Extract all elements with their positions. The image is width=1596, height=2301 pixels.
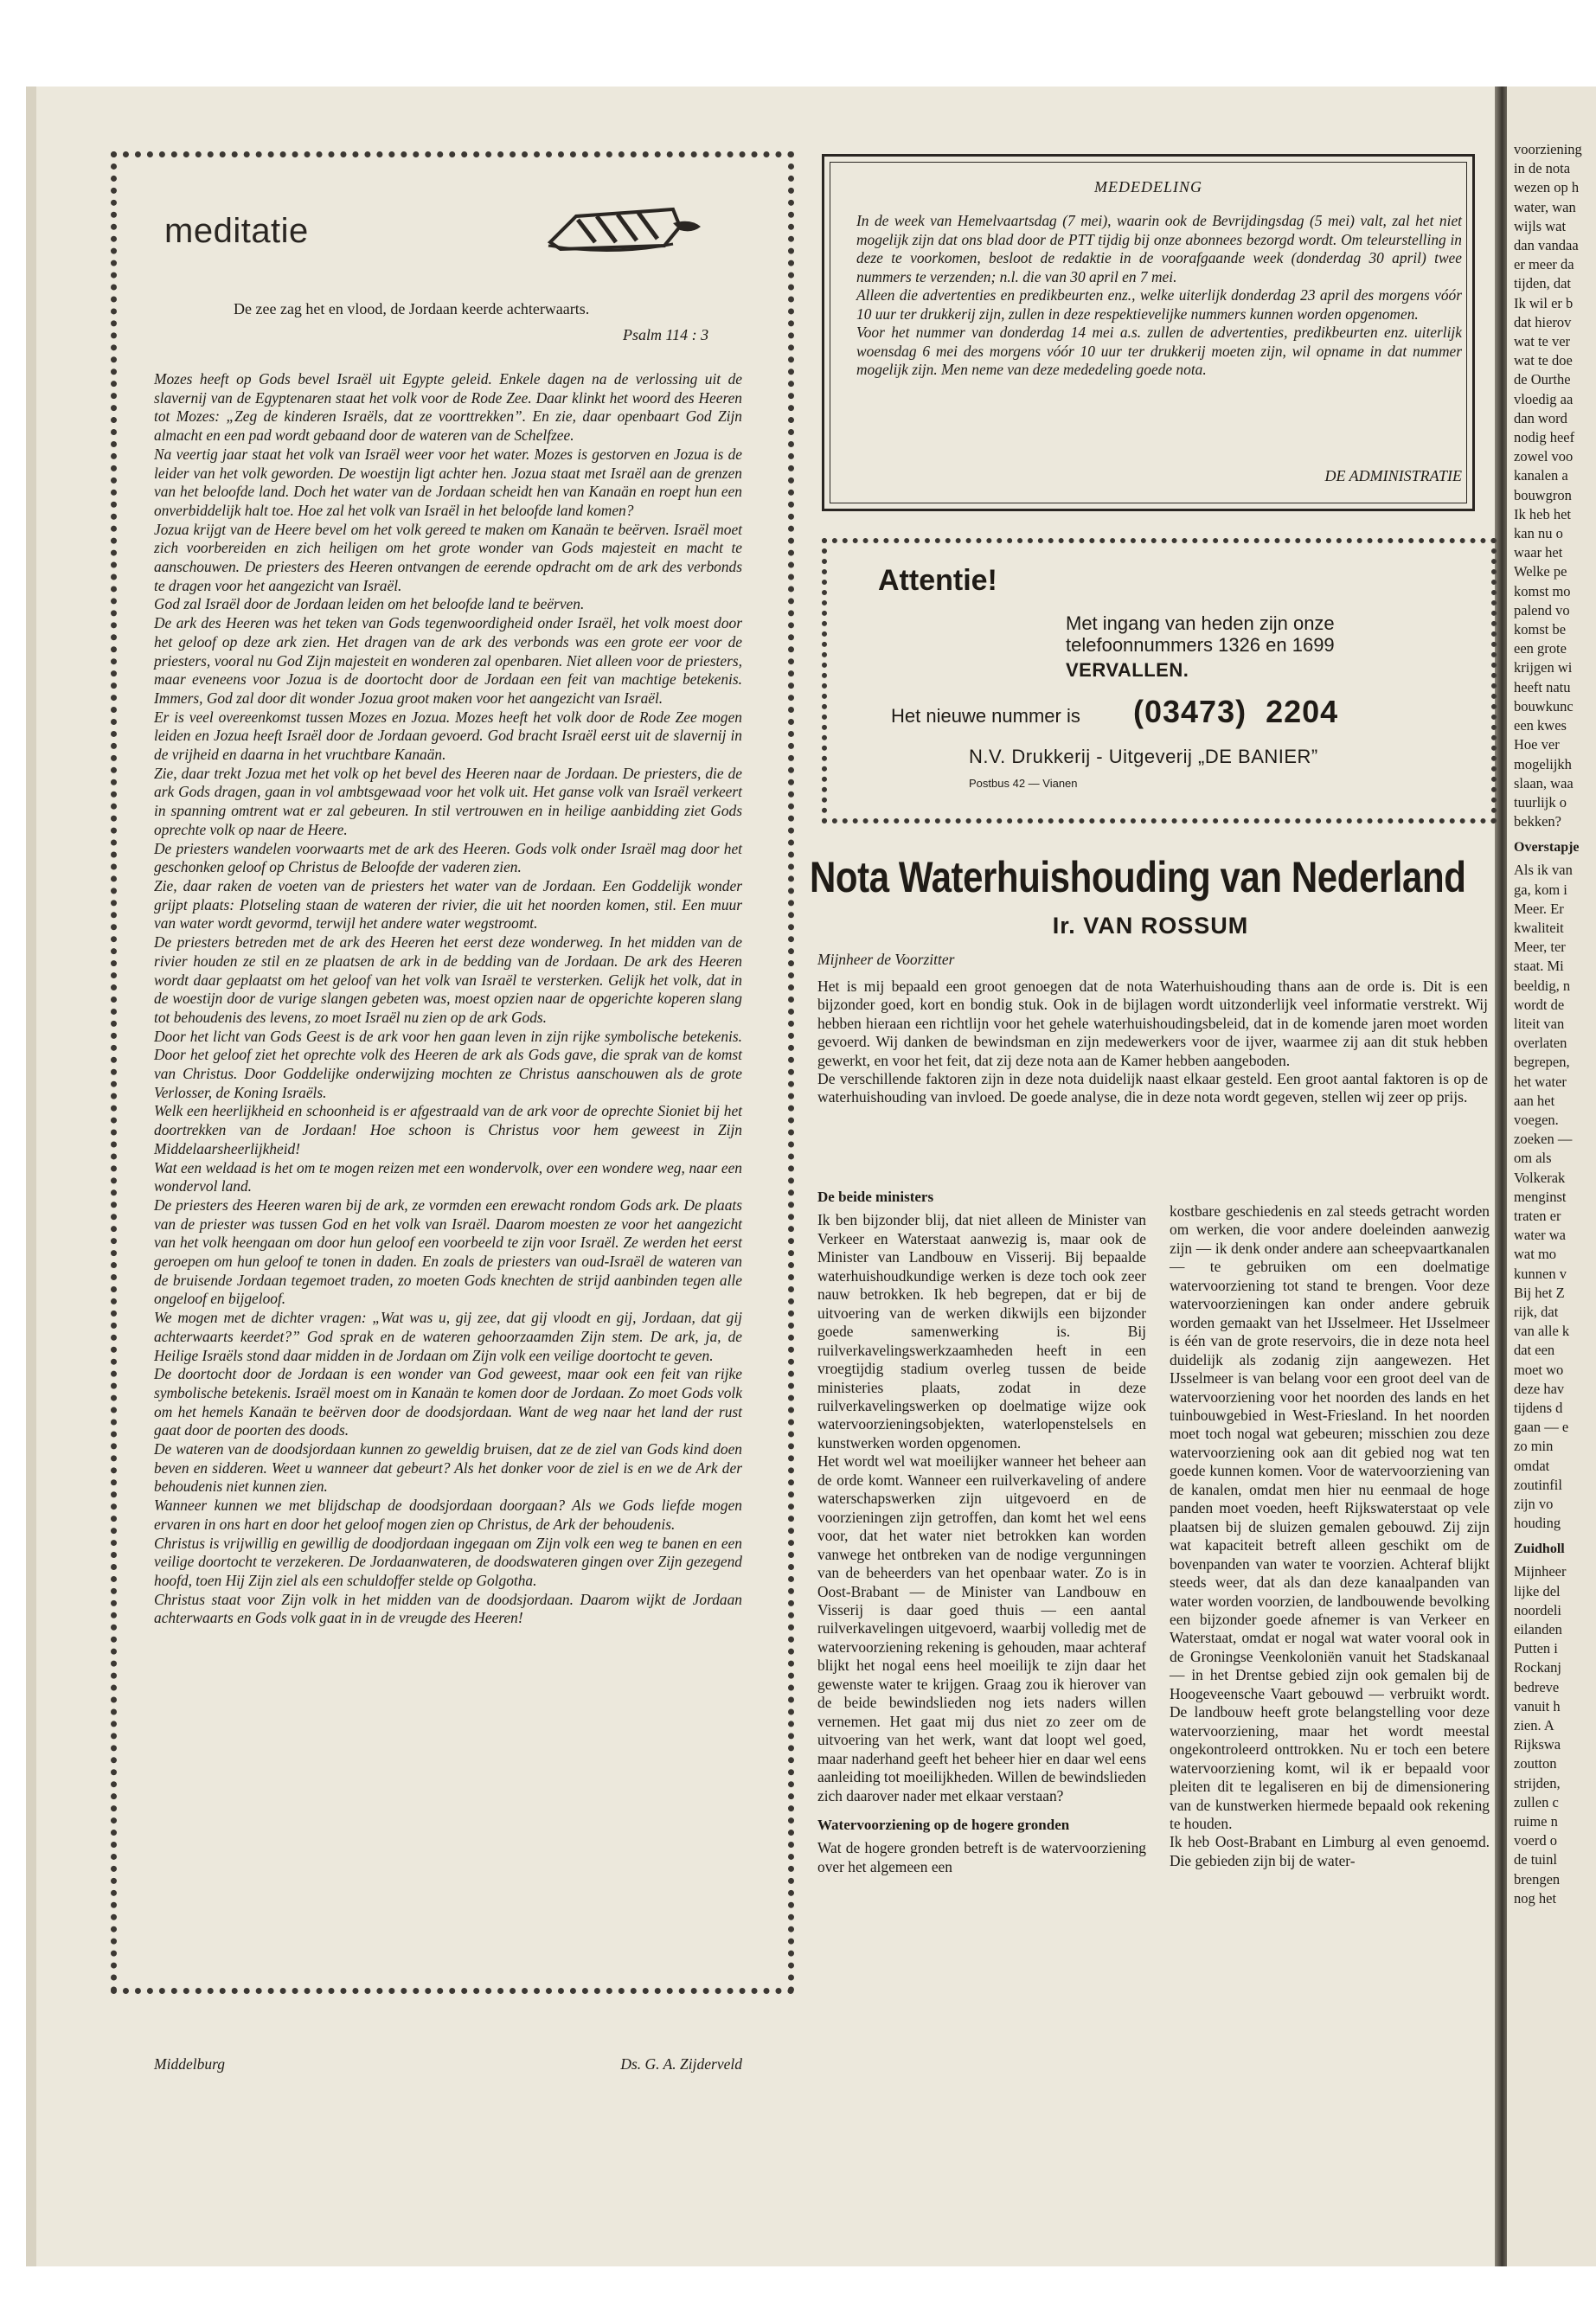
next-page-line: wezen op h (1514, 179, 1580, 196)
meditatie-paragraph: De priesters des Heeren waren bij de ark, ze vormden een erewacht rondom Gods ark. De plaats van de priester was tussen God en het volk van Israël. Daarom moesten ze voor het aangezicht van het volk heengaan om door hun geloof een voorbeeld te zijn voor Israël. Ze werden het eerst geroepen om hun geloof te tonen in daden. En zoals de priesters van oud-Israël de wateren van de bruisende Jordaan tegemoet traden, zo moeten Gods knechten de strijd aanbinden tegen alle ongeloof en bijgeloof. (154, 1195, 742, 1308)
next-page-line: bedreve (1514, 1678, 1560, 1695)
next-page-line: wat mo (1514, 1246, 1557, 1263)
next-page-line: zo min (1514, 1438, 1554, 1455)
next-page-line: kwaliteit (1514, 919, 1564, 936)
next-page-line: Welke pe (1514, 563, 1567, 580)
next-page-line: water wa (1514, 1227, 1567, 1244)
attentie-new-phone-number: (03473) 2204 (1133, 694, 1339, 729)
attentie-line-1: Met ingang van heden zijn onze (1066, 612, 1335, 634)
next-page-line: noordeli (1514, 1601, 1561, 1618)
next-page-line: eilanden (1514, 1621, 1562, 1638)
meditatie-paragraph: Jozua krijgt van de Heere bevel om het volk gereed te maken om Kanaän te beërven. Israël moet zich voorbereiden en zich heiligen om het grote wonder van Gods majesteit en macht te aanschouwen. De priesters des Heeren ontvangen de eerende opdracht om de ark des verbonds te dragen voor het aangezicht van Israël. (154, 520, 742, 594)
attentie-postbus: Postbus 42 — Vianen (969, 777, 1078, 790)
next-page-line: zijn vo (1514, 1496, 1554, 1513)
meditatie-paragraph: Zie, daar trekt Jozua met het volk op het bevel des Heeren naar de Jordaan. De priesters, die de ark Gods dragen, gaan in vol ambtsgewaad voor het volk uit. Het ganse volk van Israël verkeert in spanning omtrent wat er zal gebeuren. In stil vertrouwen en in heilige aanbidding ziet Gods oprechte volk op naar de Heere. (154, 764, 742, 838)
next-page-line: Hoe ver (1514, 736, 1560, 753)
attentie-firm-name: N.V. Drukkerij - Uitgeverij „DE BANIER” (969, 746, 1318, 767)
mededeling-signature: DE ADMINISTRATIE (1324, 467, 1462, 484)
next-page-line: komst mo (1514, 582, 1571, 599)
page-gutter (1495, 87, 1507, 2266)
next-page-line: menginst (1514, 1188, 1567, 1205)
next-page-line: liteit van (1514, 1015, 1565, 1032)
next-page-line: zien. A (1514, 1717, 1554, 1734)
meditatie-scripture-reference: Psalm 114 : 3 (623, 326, 709, 343)
next-page-line: mogelijkh (1514, 755, 1572, 772)
ark-logo-icon (543, 201, 708, 256)
next-page-line: strijden, (1514, 1774, 1561, 1791)
next-page-line: nog het (1514, 1889, 1557, 1907)
page-edge (26, 87, 36, 2266)
meditatie-paragraph: God zal Israël door de Jordaan leiden om het beloofde land te beërven. (154, 595, 585, 613)
next-page-line: Putten i (1514, 1640, 1558, 1657)
next-page-line: vanuit h (1514, 1697, 1561, 1715)
meditatie-place: Middelburg (154, 2055, 225, 2073)
mededeling-paragraph: In de week van Hemelvaartsdag (7 mei), waarin ook de Bevrijdingsdag (5 mei) valt, zal het niet mogelijk zijn dat ons blad door de PTT tijdig bij onze abonnees bezorgd wordt. Om teleurstelling in deze te voorkomen, besloot de redaktie in de voorafgaande week (donderdag 30 april) twee nummers te verzenden; n.l. die van 30 april en 7 mei. (856, 212, 1462, 285)
next-page-line: zowel voo (1514, 448, 1574, 465)
next-page-line: Volkerak (1514, 1169, 1566, 1186)
next-page-line: deze hav (1514, 1380, 1565, 1397)
next-page-line: zoutinfil (1514, 1476, 1562, 1493)
next-page-line: wordt de (1514, 996, 1565, 1013)
mededeling-title: MEDEDELING (1094, 178, 1202, 195)
next-page-line: bouwkunc (1514, 697, 1574, 715)
next-page-line: tuurlijk o (1514, 793, 1567, 811)
next-page-line: moet wo (1514, 1361, 1564, 1378)
next-page-line: omdat (1514, 1457, 1550, 1474)
next-page-line: het water (1514, 1073, 1567, 1090)
next-page-column (1507, 87, 1596, 2266)
next-page-line: Ik wil er b (1514, 294, 1574, 311)
next-page-text-middle (1507, 861, 1596, 1533)
next-page-line: tijdens d (1514, 1400, 1563, 1416)
next-page-line: kanalen a (1514, 467, 1568, 484)
next-page-line: Bij het Z (1514, 1284, 1565, 1301)
next-page-line: de tuinl (1514, 1851, 1557, 1868)
attentie-line-2: telefoonnummers 1326 en 1699 (1066, 634, 1335, 656)
article-salutation: Mijnheer de Voorzitter (817, 951, 955, 968)
article-column-1-text (817, 1211, 1146, 1805)
article-intro-paragraph: De verschillende faktoren zijn in deze nota duidelijk naast elkaar gesteld. Een groot aantal faktoren is op de waterhuishouding van invloed. De goede analyse, die in deze nota wordt gegeven, stellen wij zeer op prijs. (817, 1070, 1488, 1106)
meditatie-paragraph: De wateren van de doodsjordaan kunnen zo geweldig bruisen, dat ze de ziel van Gods kind doen beven en sidderen. Weet u wanneer dat gebeurt? Als het donker voor de ziel is en we de Ark der behoudenis niet kunnen zien. (154, 1440, 742, 1496)
article-subheading-watervoorziening: Watervoorziening op de hogere gronden (817, 1816, 1070, 1833)
next-page-line: dat een (1514, 1342, 1555, 1359)
next-page-line: dan word (1514, 409, 1567, 426)
next-page-line: kan nu o (1514, 525, 1563, 542)
next-page-line: wijls wat (1514, 217, 1567, 234)
article-paragraph: kostbare geschiedenis en zal steeds getracht worden om werken, die voor andere doeleinden aanwezig zijn — ik denk onder andere aan scheepvaartkanalen — te gebruiken om een doelmatige watervoorziening tot stand te brengen. Voor deze watervoorzieningen kan onder andere gebruik worden gemaakt van het IJsselmeer. Het IJsselmeer is één van de grote reservoirs, die in deze nota heel duidelijk als zodanig zijn aangewezen. Het IJsselmeer is van belang voor een groot deel van de watervoorziening voor het noorden des lands en het tuinbouwgebied in West-Friesland. In het noorden moet toch nogal wat gebeuren; misschien zou deze watervoorziening ook aan dit gebied nog wat ten goede kunnen komen. Voor de watervoorziening van de kanalen, omdat men hier nu eenmaal de hoge panden moet voeden, heeft Rijkswaterstaat op vele plaatsen bij de sluizen gemalen gebouwd. Zij zijn wat kapaciteit betreft alleen geschikt om de bovenpanden van water te voorzien. Achteraf blijkt steeds weer, dat als dan deze kanaalpanden van water worden voorzien, de landbouwende bevolking een bijzonder goede afnemer is van Verkeer en Waterstaat, omdat er nogal wat water vooral ook in de Groningse Veenkoloniën vanuit het Stadskanaal — in het Drentse gebied zijn ook gemalen bij de Hoogeveensche Vaart gebouwd — verbruikt wordt. De landbouw heeft grote belangstelling voor deze watervoorziening, maar het wordt meestal ongekontroleerd onttrokken. Nu er toch een betere watervoorziening komt, wil ik er bepaald voor pleiten dit te legaliseren en bij de dimensionering van de kunstwerken hiermede bepaald ook rekening te houden. (1170, 1202, 1490, 1832)
next-page-line: Ik heb het (1514, 505, 1571, 522)
next-page-line: vloedig aa (1514, 390, 1574, 407)
next-page-line: ruime n (1514, 1813, 1558, 1830)
next-page-line: aan het (1514, 1092, 1555, 1109)
mededeling-body (856, 212, 1462, 380)
attentie-new-number-label: Het nieuwe nummer is (891, 705, 1080, 727)
next-page-line: brengen (1514, 1870, 1561, 1888)
meditatie-paragraph: We mogen met de dichter vragen: „Wat was u, gij zee, dat gij vloodt en gij, Jordaan, dat gij achterwaarts keerdet?” God sprak en de wateren gehoorzaamden Zijn stem. De ark, ja, de Heilige Israëls stond daar midden in de Jordaan om Zijn volk een veilige doortocht te geven. (154, 1309, 742, 1364)
next-page-line: staat. Mi (1514, 958, 1564, 975)
article-column-1 (817, 1179, 1146, 1876)
article-paragraph: Ik ben bijzonder blij, dat niet alleen de Minister van Verkeer en Waterstaat aanwezig is, maar ook de Minister van Landbouw en Visserij. Bij bepaalde waterhuishoudkundige werken is deze toch ook zeer nauw betrokken. Ik heb begrepen, dat er bij de uitvoering van de werken dikwijls een bijzonder goede samenwerking is. Bij ruilverkavelingswerkzaamheden heeft in een vroegtijdig stadium overleg tussen de beide ministeries plaats, zodat in deze ruilverkavelingswerken op doelmatige wijze ook watervoorzieningsobjekten, waterlopenstelsels en kunstwerken worden opgenomen. (817, 1211, 1146, 1452)
meditatie-paragraph: Zie, daar raken de voeten van de priesters het water van de Jordaan. Een Goddelijk wonder grijpt plaats: Plotseling staan de wateren der rivier, die uit het noorden komen, stil. Een muur van water wordt gevormd, terwijl het andere water wegstroomt. (154, 876, 742, 933)
next-page-line: beeldig, n (1514, 977, 1571, 994)
next-page-text-top (1507, 140, 1596, 831)
next-page-line: krijgen wi (1514, 659, 1573, 676)
next-page-line: in de nota (1514, 160, 1571, 177)
next-page-line: er meer da (1514, 256, 1574, 273)
next-page-heading-zuidholland: Zuidholl (1514, 1541, 1565, 1557)
next-page-text-bottom (1507, 1562, 1596, 1908)
meditatie-signature (154, 2055, 742, 2073)
next-page-heading-overstap: Overstapje (1514, 840, 1580, 856)
next-page-line: bouwgron (1514, 486, 1572, 503)
next-page-line: Mijnheer (1514, 1563, 1567, 1580)
article-paragraph: Ik heb Oost-Brabant en Limburg al even genoemd. Die gebieden zijn bij de water- (1170, 1833, 1490, 1869)
meditatie-paragraph: Mozes heeft op Gods bevel Israël uit Egypte geleid. Enkele dagen na de verlossing uit de slavernij van de Egyptenaren staat het volk voor de Rode Zee. Daar klinkt het woord des Heeren tot Mozes: „Zeg de kinderen Israëls, dat ze voorttrekken”. En zie, daar openbaart God Zijn almacht en een pad wordt gebaand door de wateren van de Schelfzee. (154, 370, 742, 445)
meditatie-paragraph: Wat een weldaad is het om te mogen reizen met een wondervolk, over een wondere weg, naar een wondervol land. (154, 1158, 742, 1195)
article-subheading-ministers: De beide ministers (817, 1189, 934, 1205)
next-page-line: Meer. Er (1514, 900, 1564, 917)
meditatie-paragraph: Door het licht van Gods Geest is de ark voor hen gaan leven in zijn rijke symbolische betekenis. Door het geloof ziet het oprechte volk des Heeren de ark als Gods gave, die sprak van de komst van Christus. Door Goddelijke onderwijzing mochten ze Christus aanschouwen als de grote Verlosser, de Koning Israëls. (154, 1027, 742, 1101)
next-page-line: om als (1514, 1150, 1552, 1167)
next-page-line: zoutton (1514, 1755, 1557, 1772)
next-page-line: een kwes (1514, 717, 1567, 734)
next-page-line: zoeken — (1514, 1131, 1573, 1148)
next-page-line: van alle k (1514, 1323, 1570, 1340)
meditatie-paragraph: Na veertig jaar staat het volk van Israël weer voor het water. Mozes is gestorven en Jozua is de leider van het volk geworden. De woestijn ligt achter hen. Jozua staat met Israël aan de grenzen van het beloofde land. Doch het water van de Jordaan scheidt hen van Kanaän en roept hun een onverbiddelijk halt toe. Hoe zal het volk van Israël in het beloofde land komen? (154, 445, 742, 519)
next-page-line: wat te doe (1514, 352, 1573, 369)
mededeling-paragraph: Alleen die advertenties en predikbeurten enz., welke uiterlijk donderdag 23 april des morgens vóór 10 uur ter drukkerij zijn, zullen in deze respektievelijke nummers kunnen worden opgenomen. (856, 286, 1462, 323)
meditatie-paragraph: Er is veel overeenkomst tussen Mozes en Jozua. Mozes heeft het volk door de Rode Zee mogen leiden en Jozua heeft Israël door de Jordaan gevoerd. God bracht Israël eerst uit de slavernij in de vrijheid en daarna in het vruchtbare Kanaän. (154, 708, 742, 764)
meditatie-paragraph: Wanneer kunnen we met blijdschap de doodsjordaan doorgaan? Als we Gods liefde mogen ervaren in ons hart en door het geloof mogen zien op Christus, de Ark der behoudenis. (154, 1497, 742, 1533)
meditatie-paragraph: Christus staat voor Zijn volk in het midden van de doodsjordaan. Daarom wijkt de Jordaan achterwaarts en Gods volk gaat in in de vreugde des Heeren! (154, 1590, 742, 1627)
meditatie-motto: De zee zag het en vlood, de Jordaan keerde achterwaarts. (234, 300, 590, 317)
next-page-line: Als ik van (1514, 862, 1573, 879)
article-author: Ir. VAN ROSSUM (1052, 913, 1249, 939)
mededeling-paragraph: Voor het nummer van donderdag 14 mei a.s. zullen de advertenties, predikbeurten enz. uiterlijk woensdag 6 mei des morgens vóór 10 uur ter drukkerij moeten zijn, wil opname in dat nummer mogelijk zijn. Men neme van deze mededeling goede nota. (856, 324, 1462, 378)
attentie-title: Attentie! (878, 564, 997, 597)
next-page-line: heeft natu (1514, 678, 1571, 695)
attentie-line-3: VERVALLEN. (1066, 659, 1189, 681)
meditatie-author: Ds. G. A. Zijderveld (620, 2055, 742, 2073)
next-page-line: slaan, waa (1514, 774, 1574, 792)
meditatie-title: meditatie (164, 212, 309, 250)
meditatie-paragraph: De priesters wandelen voorwaarts met de ark des Heeren. Gods volk onder Israël mag door het geschonken geloof op Christus de Beloofde der vaderen zien. (154, 839, 742, 876)
next-page-line: houding (1514, 1515, 1561, 1532)
article-column-1-end: Wat de hogere gronden betreft is de watervoorziening over het algemeen een (817, 1839, 1146, 1875)
next-page-line: voegen. (1514, 1111, 1559, 1128)
meditatie-paragraph: Welk een heerlijkheid en schoonheid is er afgestraald van de ark voor de oprechte Sioniet bij het doortrekken van de Jordaan! Hoe schoon is Christus voor hem geweest in Zijn Middelaarsheerlijkheid! (154, 1102, 742, 1157)
next-page-line: gaan — e (1514, 1419, 1569, 1436)
next-page-line: dan vandaa (1514, 237, 1579, 254)
next-page-line: nodig heef (1514, 429, 1575, 446)
next-page-line: ga, kom i (1514, 881, 1567, 898)
next-page-line: water, wan (1514, 198, 1576, 215)
meditatie-paragraph: De ark des Heeren was het teken van Gods tegenwoordigheid onder Israël, het volk moest door het geloof op deze ark zien. Het dragen van de ark des verbonds was een grote eer voor de priesters, vooral nu God Zijn majesteit en wonderen zal openbaren. Niet alleen voor de priesters, maar eveneens voor Jozua is de doortocht door de Jordaan een feit van machtige betekenis. Immers, God zal door dit wonder Jozua groot maken voor het aangezicht van Israël. (154, 614, 742, 707)
next-page-line: lijke del (1514, 1582, 1561, 1599)
next-page-line: een grote (1514, 640, 1567, 657)
next-page-line: wat te ver (1514, 333, 1571, 350)
next-page-line: rijk, dat (1514, 1303, 1559, 1320)
next-page-line: tijden, dat (1514, 275, 1571, 292)
next-page-line: bekken? (1514, 813, 1561, 830)
next-page-line: de Ourthe (1514, 371, 1571, 388)
next-page-line: dat hierov (1514, 313, 1572, 330)
meditatie-paragraph: Christus is vrijwillig en gewillig de doodjordaan ingegaan om Zijn volk een weg te banen en een veilige doortocht te verzekeren. De Jordaanwateren, de doodswateren gingen over Zijn gezegend hoofd, toen Hij Zijn ziel als een schuldoffer stelde op Golgotha. (154, 1534, 742, 1589)
next-page-line: komst be (1514, 621, 1567, 638)
article-intro-paragraph: Het is mij bepaald een groot genoegen dat de nota Waterhuishouding thans aan de orde is. Dit is een bijzonder goed, kort en bondig stuk. Ook in de bijlagen wordt uitzonderlijk veel informatie verstrekt. Wij hebben hieraan een richtlijn voor het gehele waterhuishoudingsbeleid, dat in de komende jaren moet worden gevoerd. Wij danken de bewindsman en zijn medewerkers voor de ijver, waarmee zij aan dit stuk hebben gewerkt, en voor het feit, dat zij deze nota aan de Kamer hebben aangeboden. (817, 977, 1488, 1069)
next-page-line: voorziening (1514, 141, 1582, 157)
next-page-line: Rijkswa (1514, 1736, 1561, 1753)
article-intro (817, 977, 1488, 1107)
next-page-line: zullen c (1514, 1793, 1559, 1811)
meditatie-paragraph: De doortocht door de Jordaan is een wonder van God geweest, maar ook een feit van rijke symbolische betekenis. Israël moest om in Kanaän te komen door de Jordaan. Zo moet Gods volk om het hemels Kanaän te beërven door de doodsjordaan. Want de weg naar het land der rust gaat door de poorten des doods. (154, 1365, 742, 1439)
next-page-line: begrepen, (1514, 1054, 1570, 1071)
next-page-line: overlaten (1514, 1035, 1567, 1052)
meditatie-paragraph: De priesters betreden met de ark des Heeren het eerst deze wonderweg. In het midden van de rivier houden ze stil en ze plaatsen de ark in de bedding van de Jordaan. De ark des Heeren wordt daar geplaatst om het geloof van het volk van Israël te versterken. Gelijk het volk, dat in de woestijn door de vurige slangen gebeten was, moest opzien naar de opgerichte koperen slang tot behoudenis des levens, zo moet Israël nu zien op de ark Gods. (154, 933, 742, 1026)
article-paragraph: Het wordt wel wat moeilijker wanneer het beheer aan de orde komt. Wanneer een ruilverkaveling of andere waterschapswerken zijn uitgevoerd en de voorzieningen zijn getroffen, dan komt het wel eens voor, dat het water niet betrokken kan worden vanwege het ontbreken van de nodige vergunningen van de beheerders van het openbaar water. Zo is in Oost-Brabant — de Minister van Landbouw en Visserij is daar goed thuis — een aantal ruilverkavelingen uitgevoerd, waarbij volledig met de watervoorziening rekening is gehouden, maar achteraf blijkt het nogal eens heel moeilijk te zijn daar het gewenste water te krijgen. Graag zou ik hierover van de beide bewindslieden nog iets naders willen vernemen. Het gaat mij dus niet zo zeer om de uitvoering van het werk, want dat loopt wel goed, maar naderhand geeft het beheer hier en daar wel eens aanleiding tot moeilijkheden. Willen de bewindslieden zich daarover nader met elkaar verstaan? (817, 1452, 1146, 1804)
next-page-line: Rockanj (1514, 1659, 1561, 1676)
article-headline: Nota Waterhuishouding van Nederland (810, 853, 1466, 901)
meditatie-body (154, 370, 742, 1628)
next-page-line: traten er (1514, 1207, 1561, 1224)
article-column-2 (1170, 1202, 1490, 1870)
next-page-line: waar het (1514, 544, 1563, 561)
next-page-line: voerd o (1514, 1832, 1557, 1849)
next-page-line: Meer, ter (1514, 939, 1566, 956)
next-page-line: palend vo (1514, 601, 1570, 619)
next-page-line: kunnen v (1514, 1265, 1567, 1282)
